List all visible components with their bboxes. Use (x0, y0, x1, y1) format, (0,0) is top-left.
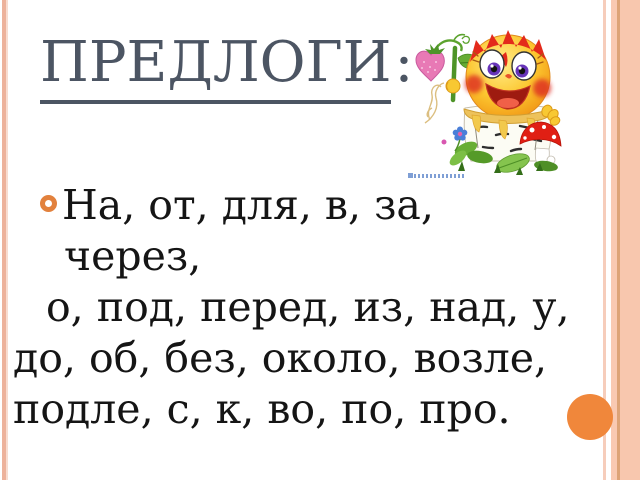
pink-strawberry (416, 44, 445, 81)
list-item-line: через, (64, 232, 202, 280)
list-item-line: На, от, для, в, за, (62, 181, 434, 229)
paragraph-line: подле, с, к, во, по, про. (13, 385, 511, 433)
kolobok-illustration (408, 10, 603, 182)
slide-title-colon: : (394, 30, 414, 95)
orange-ring-bullet-icon (40, 195, 57, 212)
left-hand (446, 79, 460, 93)
paragraph-line: о, под, перед, из, над, у, (46, 283, 570, 331)
right-border-band (620, 0, 640, 480)
slide-title (40, 30, 414, 95)
kolobok-face (465, 30, 551, 119)
artist-signature (425, 83, 444, 123)
slide-title-text: ПРЕДЛОГИ (40, 30, 391, 104)
left-border-stripe-light (6, 0, 8, 480)
paragraph-line: до, об, без, около, возле, (13, 334, 548, 382)
image-watermark (414, 174, 464, 178)
orange-circle-decoration (567, 394, 613, 440)
